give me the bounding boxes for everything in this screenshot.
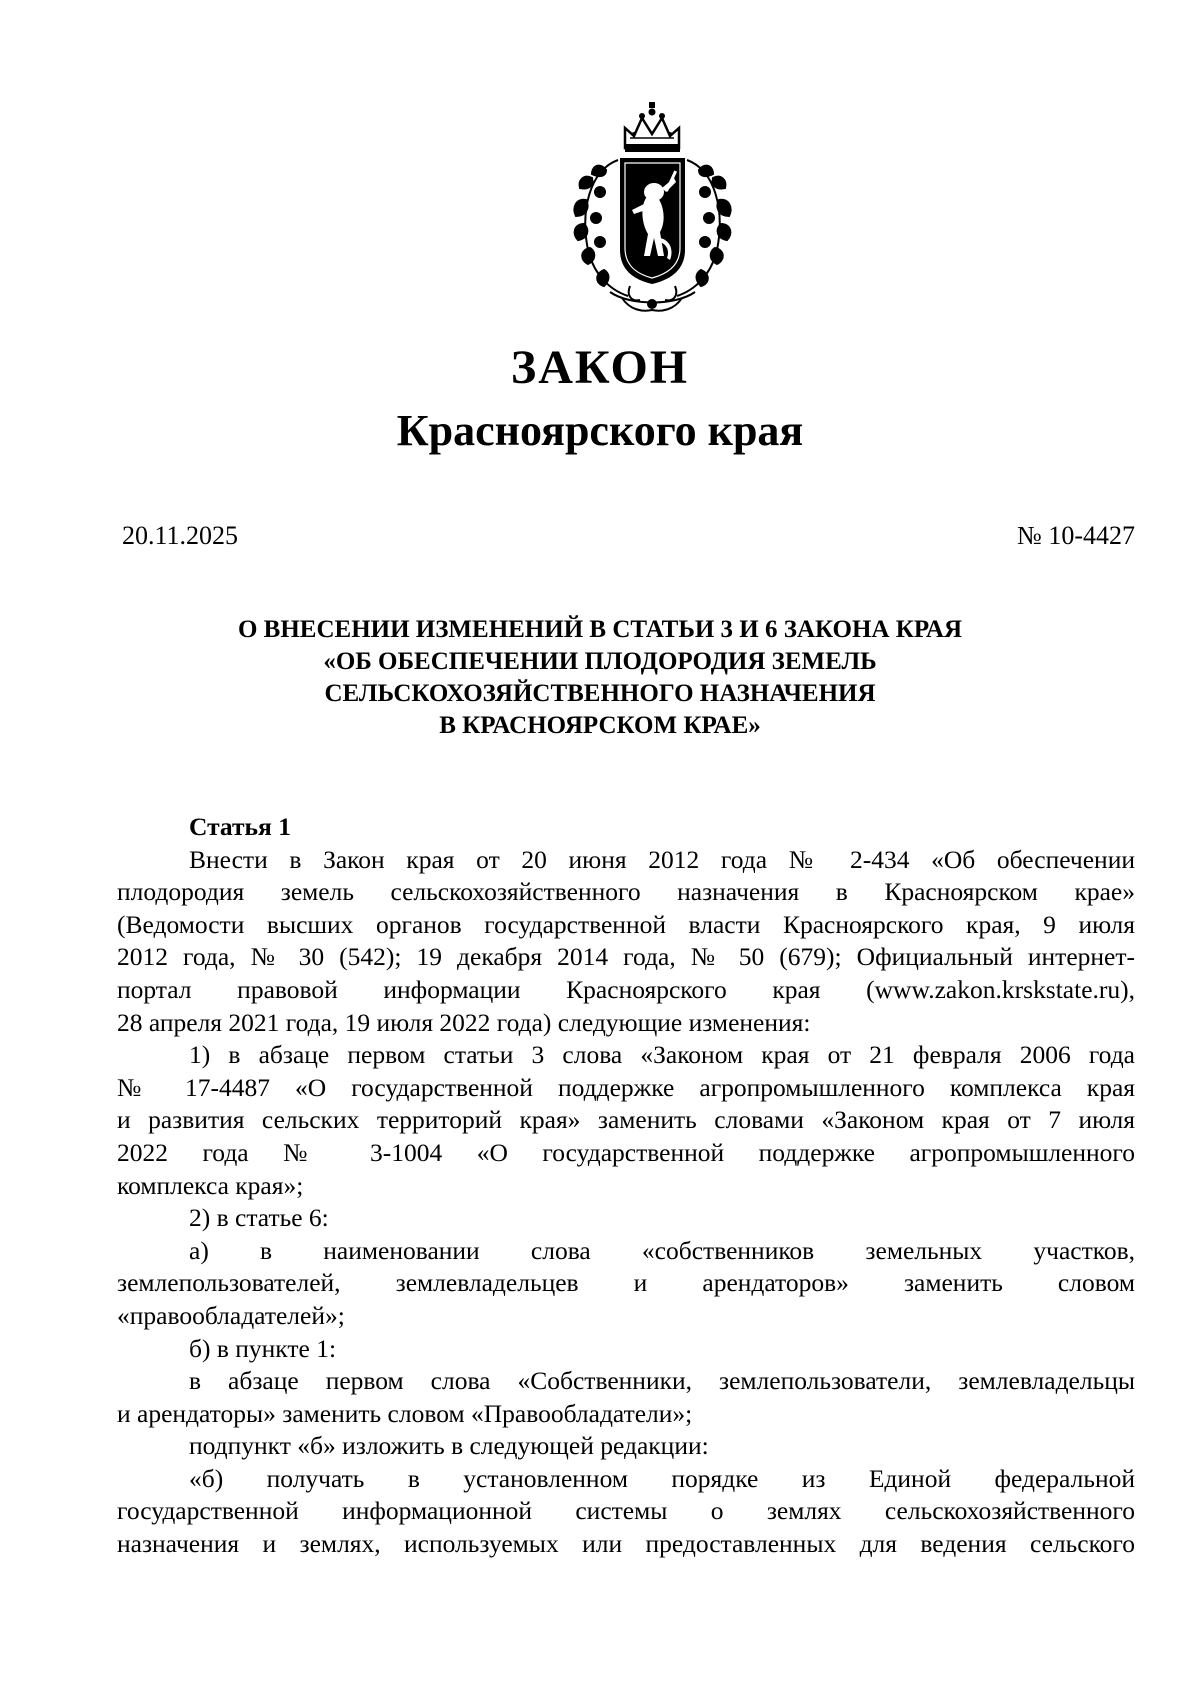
heading-line: СЕЛЬСКОХОЗЯЙСТВЕННОГО НАЗНАЧЕНИЯ: [324, 680, 876, 707]
right-branches-ornament: [677, 160, 731, 296]
paragraph-line: б) в пункте 1:: [189, 1333, 337, 1363]
paragraph-line: портал правовой информации Красноярского края (www.zakon.krskstate.ru),: [117, 974, 1135, 1004]
crown-icon: [625, 102, 680, 152]
coat-of-arms-emblem: [570, 100, 735, 315]
law-subtitle: Красноярского края: [396, 406, 804, 455]
paragraph-line: комплекса края»;: [117, 1170, 304, 1200]
law-heading: [0, 614, 1200, 742]
paragraph-line: государственной информационной системы о землях сельскохозяйственного: [117, 1496, 1135, 1526]
article-heading: Статья 1: [189, 812, 291, 841]
paragraph-line: 1) в абзаце первом статьи 3 слова «Законом края от 21 февраля 2006 года: [189, 1040, 1135, 1070]
paragraph-line: и развития сельских территорий края» заменить словами «Законом края от 7 июля: [117, 1105, 1135, 1135]
paragraph-line: землепользователей, землевладельцев и арендаторов» заменить словом: [117, 1268, 1135, 1298]
paragraph-line: 2012 года, № 30 (542); 19 декабря 2014 года, № 50 (679); Официальный интернет-: [117, 942, 1135, 972]
paragraph-line: плодородия земель сельскохозяйственного назначения в Красноярском крае»: [117, 877, 1135, 907]
paragraph-line: назначения и землях, используемых или предоставленных для ведения сельского: [117, 1529, 1135, 1559]
paragraph-line: 2022 года № 3-1004 «О государственной поддержке агропромышленного: [117, 1137, 1135, 1167]
law-title: ЗАКОН: [510, 341, 690, 394]
paragraph-line: «б) получать в установленном порядке из Единой федеральной: [189, 1463, 1135, 1493]
paragraph-line: а) в наименовании слова «собственников земельных участков,: [189, 1235, 1135, 1265]
paragraph-line: и арендаторы» заменить словом «Правообладатели»;: [117, 1398, 693, 1428]
heading-line: «ОБ ОБЕСПЕЧЕНИИ ПЛОДОРОДИЯ ЗЕМЕЛЬ: [323, 648, 877, 675]
paragraph-line: Внести в Закон края от 20 июня 2012 года № 2-434 «Об обеспечении: [189, 844, 1135, 874]
paragraph-line: в абзаце первом слова «Собственники, землепользователи, землевладельцы: [189, 1366, 1135, 1396]
left-branches-ornament: [574, 160, 628, 296]
paragraph-line: (Ведомости высших органов государственной власти Красноярского края, 9 июля: [117, 909, 1135, 939]
law-date: 20.11.2025: [122, 521, 239, 550]
shield-icon: [620, 158, 685, 284]
heading-line: О ВНЕСЕНИИ ИЗМЕНЕНИЙ В СТАТЬИ 3 И 6 ЗАКОНА КРАЯ: [237, 616, 963, 643]
article-body: [117, 811, 1135, 1561]
paragraph-line: «правообладателей»;: [117, 1300, 345, 1330]
paragraph-line: 28 апреля 2021 года, 19 июля 2022 года) следующие изменения:: [117, 1007, 811, 1037]
law-number: № 10-4427: [1017, 521, 1135, 550]
bottom-ornament: [610, 286, 695, 311]
paragraph-line: подпункт «б» изложить в следующей редакции:: [189, 1431, 709, 1461]
paragraph-line: 2) в статье 6:: [189, 1203, 329, 1233]
paragraph-line: № 17-4487 «О государственной поддержке агропромышленного комплекса края: [117, 1072, 1135, 1102]
heading-line: В КРАСНОЯРСКОМ КРАЕ»: [439, 712, 761, 739]
article-text: [117, 844, 1135, 1561]
